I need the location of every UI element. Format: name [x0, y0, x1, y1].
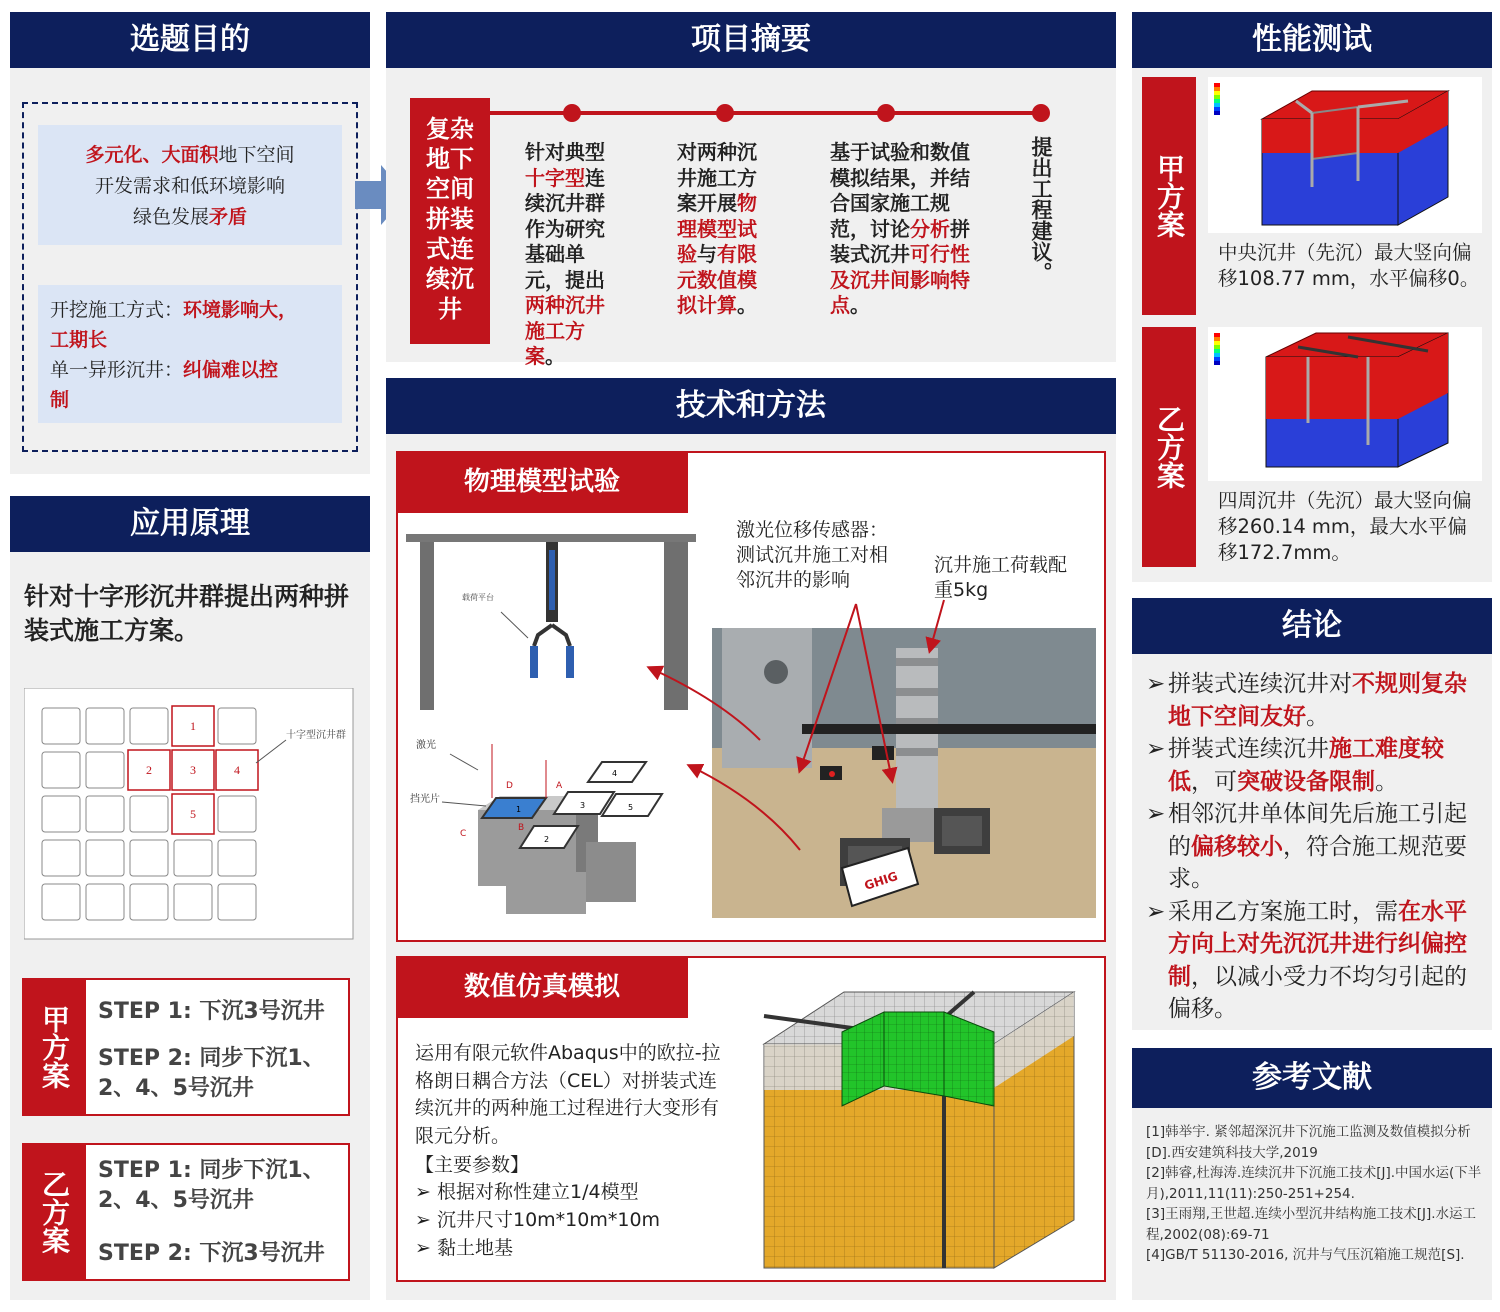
conclusion-item	[1146, 896, 1476, 1026]
load-note: 沉井施工荷载配重5kg	[934, 554, 1068, 601]
conclusion-red: 在水平方向上对先沉沉井进行纠偏控制	[1168, 898, 1467, 990]
numerical-params-title: 【主要参数】	[415, 1154, 530, 1176]
plan-a-result-image	[1208, 77, 1482, 233]
conclusion-title: 结论	[1132, 598, 1492, 654]
shade-label: 挡光片	[410, 794, 440, 805]
reference-item: [4]GB/T 51130-2016, 沉井与气压沉箱施工规范[S].	[1146, 1247, 1465, 1263]
summary-col3-t2: 拼装式沉井	[830, 216, 970, 266]
purpose-box2-l3: 单一异形沉井：	[50, 359, 184, 381]
conclusion-text: ，符合施工规范要求。	[1168, 833, 1467, 892]
param-item: ➢ 沉井尺寸10m*10m*10m	[415, 1206, 715, 1234]
purpose-title: 选题目的	[10, 12, 370, 68]
plan-a-step2: STEP 2: 同步下沉1、2、4、5号沉井	[98, 1046, 325, 1101]
letter-c: C	[460, 829, 467, 839]
references-title: 参考文献	[1132, 1048, 1492, 1108]
timeline-dot-1	[563, 104, 581, 122]
letter-a: A	[556, 781, 563, 791]
sensor-note: 激光位移传感器：测试沉井施工对相邻沉井的影响	[736, 519, 889, 591]
conclusion-text: 相邻沉井单体间先后施工引起的	[1168, 801, 1467, 860]
reference-item: [1]韩举宇. 紧邻超深沉井下沉施工监测及数值模拟分析[D].西安建筑科技大学,2019	[1146, 1124, 1471, 1161]
conclusion-text: 。	[1306, 703, 1329, 730]
annotation-arrows	[640, 590, 980, 890]
fem-mesh-model	[744, 976, 1080, 1270]
svg-text:4: 4	[612, 769, 618, 778]
svg-text:1: 1	[516, 805, 522, 814]
photo-brand: GHIG	[862, 868, 900, 893]
performance-plan-a-text: 中央沉井（先沉）最大竖向偏移108.77 mm，水平偏移0。	[1218, 241, 1480, 290]
laser-label: 激光	[416, 740, 436, 751]
purpose-red-3: 矛盾	[209, 206, 248, 228]
numerical-sim-title: 数值仿真模拟	[396, 956, 688, 1018]
conclusion-item	[1146, 798, 1476, 896]
conclusion-text: ，以减小受力不均匀引起的偏移。	[1168, 963, 1467, 1022]
conclusion-text: 采用乙方案施工时，需	[1168, 898, 1398, 925]
param-item: ➢ 黏土地基	[415, 1234, 715, 1262]
svg-text:3: 3	[580, 801, 586, 810]
summary-timeline	[488, 100, 1058, 130]
conclusion-text: 拼装式连续沉井对	[1168, 671, 1352, 697]
references-list	[1146, 1122, 1482, 1266]
summary-col3-r2: 可行性及沉井间影响特点	[830, 242, 970, 317]
plan-a-step1: STEP 1: 下沉3号沉井	[98, 999, 325, 1024]
summary-col3-t1: 基于试验和数值模拟结果，并结合国家施工规范，讨论	[830, 140, 970, 241]
platform-label: 载荷平台	[462, 593, 494, 602]
reference-item: [3]王雨翔,王世超.连续小型沉井结构施工技术[J].水运工程,2002(08):69-71	[1146, 1206, 1477, 1243]
conclusion-red: 施工难度较低	[1168, 736, 1444, 795]
timeline-dot-3	[877, 104, 895, 122]
summary-col2-r2: 有限元数值模拟计算	[677, 242, 757, 317]
cell-1: 1	[190, 719, 196, 733]
performance-plan-b-label: 乙方案	[1142, 327, 1196, 567]
methods-title: 技术和方法	[386, 378, 1116, 434]
purpose-text-2: 开发需求和低环境影响	[94, 175, 285, 197]
cell-3: 3	[190, 763, 196, 777]
conclusion-red: 不规则复杂地下空间友好	[1168, 671, 1467, 730]
performance-title: 性能测试	[1132, 12, 1492, 68]
plan-b-result-image	[1208, 327, 1482, 481]
conclusion-red: 偏移较小	[1191, 833, 1283, 860]
summary-col1-t2: 连续沉井群作为研究基础单元，提出	[525, 165, 605, 292]
contour-legend-a	[1214, 83, 1220, 115]
numerical-desc: 运用有限元软件Abaqus中的欧拉-拉格朗日耦合方法（CEL）对拼装式连续沉井的两种施工过程进行大变形有限元分析。	[415, 1042, 721, 1147]
cell-4: 4	[234, 763, 240, 777]
conclusion-list	[1146, 668, 1476, 1026]
principle-lead: 针对十字形沉井群提出两种拼装式施工方案。	[24, 582, 350, 645]
timeline-dot-4	[1032, 104, 1050, 122]
grid-label: 十字型沉井群	[286, 730, 346, 741]
cross-grid-diagram	[24, 688, 354, 940]
reference-item: [2]韩睿,杜海涛.连续沉井下沉施工技术[J].中国水运(下半月),2011,11(11):250-251+254.	[1146, 1165, 1482, 1202]
summary-col-4: 提出工程建议。	[1029, 136, 1053, 283]
summary-col2-t3: 。	[737, 293, 757, 317]
conclusion-red: 突破设备限制	[1237, 768, 1375, 795]
conclusion-item	[1146, 733, 1476, 798]
summary-col-2	[677, 140, 775, 319]
purpose-box-1	[38, 125, 342, 245]
letter-d: D	[506, 781, 513, 791]
purpose-box2-l4-red: 制	[50, 389, 70, 411]
svg-text:5: 5	[628, 803, 634, 812]
summary-col-3	[830, 140, 970, 319]
principle-plan-b-label: 乙方案	[22, 1143, 86, 1281]
purpose-box2-l1-red: 环境影响大，	[183, 299, 298, 321]
svg-text:2: 2	[544, 835, 550, 844]
purpose-red-1: 多元化、大面积	[85, 144, 219, 166]
summary-col2-t2: 与	[697, 242, 717, 266]
plan-b-step1: STEP 1: 同步下沉1、2、4、5号沉井	[98, 1158, 325, 1213]
summary-col3-r1: 分析	[910, 216, 950, 241]
conclusion-text: ，可	[1191, 768, 1237, 795]
principle-title: 应用原理	[10, 496, 370, 552]
physical-test-title: 物理模型试验	[396, 451, 688, 513]
conclusion-text: 。	[1375, 768, 1398, 795]
purpose-text-1: 地下空间	[218, 144, 295, 166]
performance-plan-a-label: 甲方案	[1142, 77, 1196, 315]
letter-b: B	[518, 823, 525, 833]
cell-2: 2	[146, 763, 152, 777]
performance-plan-b-text: 四周沉井（先沉）最大竖向偏移260.14 mm，最大水平偏移172.7mm。	[1218, 489, 1472, 564]
grid-cells	[42, 708, 256, 920]
summary-col3-t3: 。	[850, 293, 870, 317]
summary-col1-t3: 。	[545, 344, 565, 368]
purpose-box2-l1: 开挖施工方式：	[50, 299, 184, 321]
summary-col-1	[525, 140, 623, 370]
param-item: ➢ 根据对称性建立1/4模型	[415, 1178, 715, 1206]
principle-plan-a-label: 甲方案	[22, 978, 86, 1116]
cell-5: 5	[190, 807, 196, 821]
purpose-text-3: 绿色发展	[132, 206, 209, 228]
summary-col1-t1: 针对典型	[525, 140, 605, 164]
purpose-box2-l2-red: 工期长	[50, 329, 108, 351]
purpose-box-2	[38, 285, 342, 423]
summary-col2-r1: 物理模型试验	[677, 191, 757, 266]
purpose-box2-l3-red: 纠偏难以控	[183, 359, 279, 381]
summary-col2-t1: 对两种沉井施工方案开展	[677, 140, 757, 215]
timeline-dot-2	[716, 104, 734, 122]
summary-col1-r2: 两种沉井施工方案	[525, 293, 605, 368]
summary-col1-r1: 十字型	[525, 165, 585, 190]
contour-legend-b	[1214, 333, 1220, 365]
conclusion-item	[1146, 668, 1476, 733]
summary-title: 项目摘要	[386, 12, 1116, 68]
conclusion-text: 拼装式连续沉井	[1168, 736, 1329, 762]
plan-b-step2: STEP 2: 下沉3号沉井	[98, 1241, 325, 1266]
summary-side-label: 复杂地下空间拼装式连续沉井	[410, 98, 490, 344]
numerical-params-list	[415, 1178, 715, 1262]
